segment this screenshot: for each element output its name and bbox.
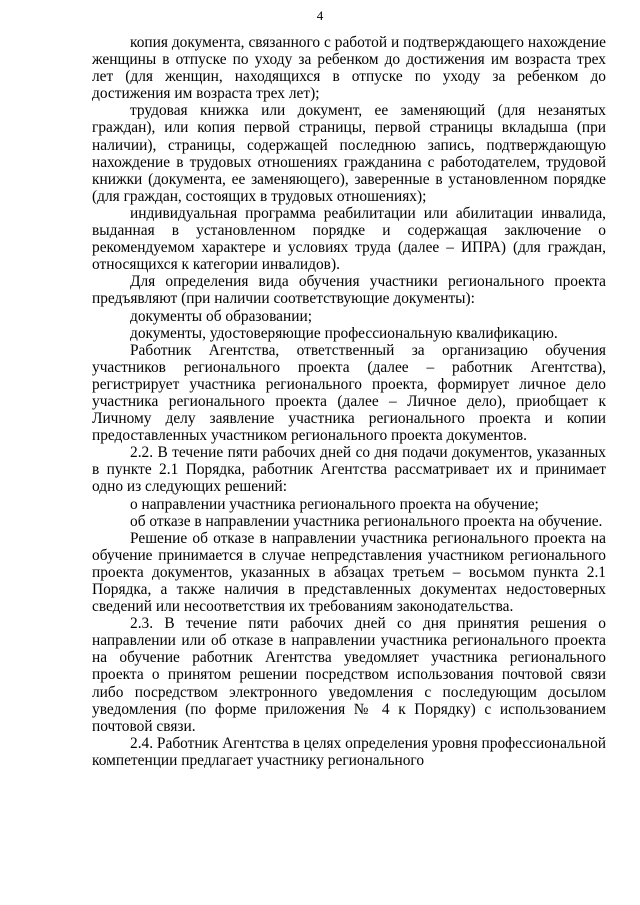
paragraph-training-type-documents: Для определения вида обучения участники регионального проекта предъявляют (при наличии соответствующие документы): <box>92 273 606 308</box>
paragraph-rehabilitation-program: индивидуальная программа реабилитации или абилитации инвалида, выданная в установленном порядке и содержащая заключение о рекомендуемом характере и условиях труда (далее – ИПРА) (для граждан, относящихся к категории инвалидов). <box>92 204 606 274</box>
paragraph-agency-employee-registration: Работник Агентства, ответственный за организацию обучения участников регионального проекта (далее – работник Агентства), регистрирует участника регионального проекта, формирует личное дело участника регионального проекта (далее – Личное дело), приобщает к Личному делу заявление участника регионального проекта и копии предоставленных участником регионального проекта документов. <box>92 341 606 445</box>
paragraph-education-documents: документы об образовании; <box>130 307 312 325</box>
paragraph-childcare-leave-document: копия документа, связанного с работой и подтверждающего нахождение женщины в отпуске по уходу за ребенком до достижения им возраста трех лет (для женщин, находящихся в отпуске по уходу за ребенком до достижения им возраста трех лет); <box>92 34 606 103</box>
paragraph-refusal-grounds: Решение об отказе в направлении участника регионального проекта на обучение принимается в случае непредставления участником регионального проекта документов, указанных в абзацах третьем – восьмом пункта 2.1 Порядка, а также наличия в представленных документах недостоверных сведений или несоответствия их требованиям законодательства. <box>92 529 606 616</box>
paragraph-decision-refusal: об отказе в направлении участника регионального проекта на обучение. <box>130 512 603 530</box>
document-body <box>92 34 606 769</box>
paragraph-clause-2-4: 2.4. Работник Агентства в целях определения уровня профессиональной компетенции предлагает участнику регионального <box>92 734 606 769</box>
paragraph-employment-record-book: трудовая книжка или документ, ее заменяющий (для незанятых граждан), или копия первой страницы, первой страницы вкладыша (при наличии), страницы, содержащей последнюю запись, подтверждающую нахождение в трудовых отношениях гражданина с работодателем, трудовой книжки (документа, ее заменяющего), заверенные в установленном порядке (для граждан, состоящих в трудовых отношениях); <box>92 102 606 205</box>
page-number: 4 <box>316 8 324 23</box>
paragraph-clause-2-3: 2.3. В течение пяти рабочих дней со дня принятия решения о направлении или об отказе в направлении участника регионального проекта на обучение работник Агентства уведомляет участника регионального проекта о принятом решении посредством использования почтовой связи либо посредством электронного уведомления с последующим досылом уведомления (по форме приложения № 4 к Порядку) с использованием почтовой связи. <box>92 615 606 735</box>
paragraph-clause-2-2: 2.2. В течение пяти рабочих дней со дня подачи документов, указанных в пункте 2.1 Порядка, работник Агентства рассматривает их и принимает одно из следующих решений: <box>92 444 606 496</box>
paragraph-decision-referral: о направлении участника регионального проекта на обучение; <box>130 495 539 513</box>
paragraph-qualification-documents: документы, удостоверяющие профессиональную квалификацию. <box>130 324 558 342</box>
